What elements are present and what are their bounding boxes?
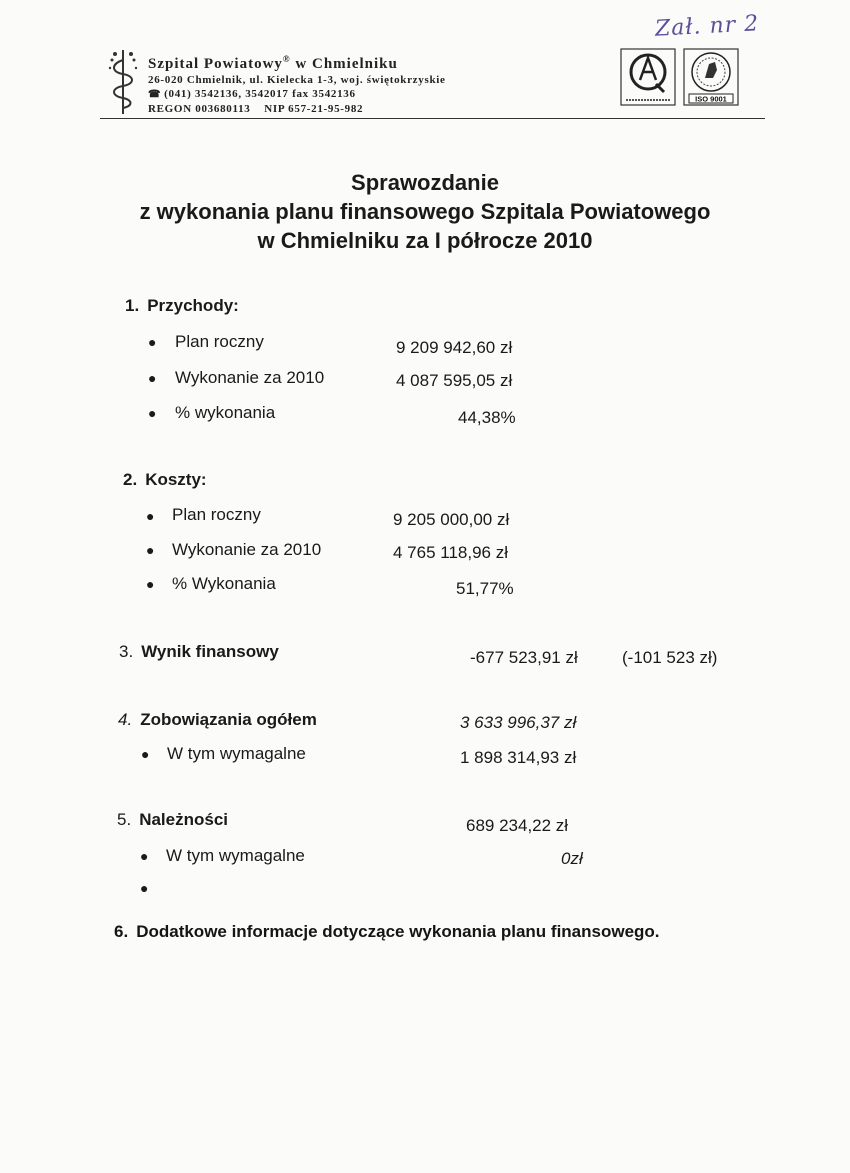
item-value: 4 087 595,05 zł (396, 371, 513, 390)
section-heading: Należności (139, 810, 228, 829)
iso-certificate-icon (683, 48, 739, 106)
phone-icon: ☎ (148, 89, 162, 100)
item-value: 0zł (561, 849, 583, 868)
item-value: 44,38% (458, 408, 516, 427)
section-number: 1. (125, 296, 140, 315)
section-number: 6. (114, 922, 129, 941)
item-label: Wykonanie za 2010 (175, 368, 325, 387)
quality-certificate-icon (620, 48, 676, 106)
bullet-empty: ● (140, 880, 149, 896)
medical-emblem-icon (106, 46, 140, 116)
section-value: 689 234,22 zł (466, 816, 569, 835)
section-heading: Zobowiązania ogółem (140, 710, 317, 729)
section-heading: Koszty: (145, 470, 207, 489)
hospital-regon-nip: REGON 003680113 NIP 657-21-95-982 (148, 103, 364, 115)
item-label: W tym wymagalne (166, 846, 305, 865)
report-title (0, 168, 850, 255)
item-label: % wykonania (175, 403, 276, 422)
bullet: ● (146, 508, 155, 524)
iso-label: ISO 9001 (695, 94, 727, 104)
bullet: ● (148, 334, 157, 350)
bullet: ● (140, 848, 149, 864)
item-label: Plan roczny (172, 505, 261, 524)
item-value: 9 209 942,60 zł (396, 338, 513, 357)
section-number: 3. (119, 642, 134, 661)
section-heading: Dodatkowe informacje dotyczące wykonania planu finansowego. (136, 922, 660, 941)
item-label: W tym wymagalne (167, 744, 306, 763)
item-label: Plan roczny (175, 332, 264, 351)
hospital-phone: ☎ (041) 3542136, 3542017 fax 3542136 (148, 88, 356, 100)
title-line-1: Sprawozdanie (351, 170, 499, 195)
item-label: % Wykonania (172, 574, 276, 593)
section-heading: Przychody: (147, 296, 239, 315)
title-line-2: z wykonania planu finansowego Szpitala Powiatowego (139, 199, 711, 224)
letterhead-rule (100, 118, 765, 119)
bullet: ● (146, 576, 155, 592)
bullet: ● (148, 405, 157, 421)
item-value: 1 898 314,93 zł (460, 748, 577, 767)
section-number: 2. (123, 470, 138, 489)
section-number: 5. (117, 810, 132, 829)
item-value: 51,77% (456, 579, 514, 598)
handwritten-annotation: Zał. nr 2 (654, 11, 760, 42)
section-additional-info (114, 922, 660, 942)
item-value: 4 765 118,96 zł (393, 543, 508, 562)
item-value: 9 205 000,00 zł (393, 510, 510, 529)
section-value: 3 633 996,37 zł (460, 713, 577, 732)
title-line-3: w Chmielniku za I półrocze 2010 (257, 228, 593, 253)
letterhead (100, 42, 765, 124)
item-label: Wykonanie za 2010 (172, 540, 322, 559)
section-heading: Wynik finansowy (141, 642, 279, 661)
bullet: ● (148, 370, 157, 386)
section-number: 4. (118, 710, 133, 729)
bullet: ● (141, 746, 150, 762)
result-value: -677 523,91 zł (470, 648, 578, 667)
bullet: ● (146, 542, 155, 558)
hospital-name: Szpital Powiatowy® w Chmielniku (148, 54, 398, 72)
result-value-note: (-101 523 zł) (622, 648, 718, 667)
hospital-address: 26-020 Chmielnik, ul. Kielecka 1-3, woj. świętokrzyskie (148, 74, 446, 86)
